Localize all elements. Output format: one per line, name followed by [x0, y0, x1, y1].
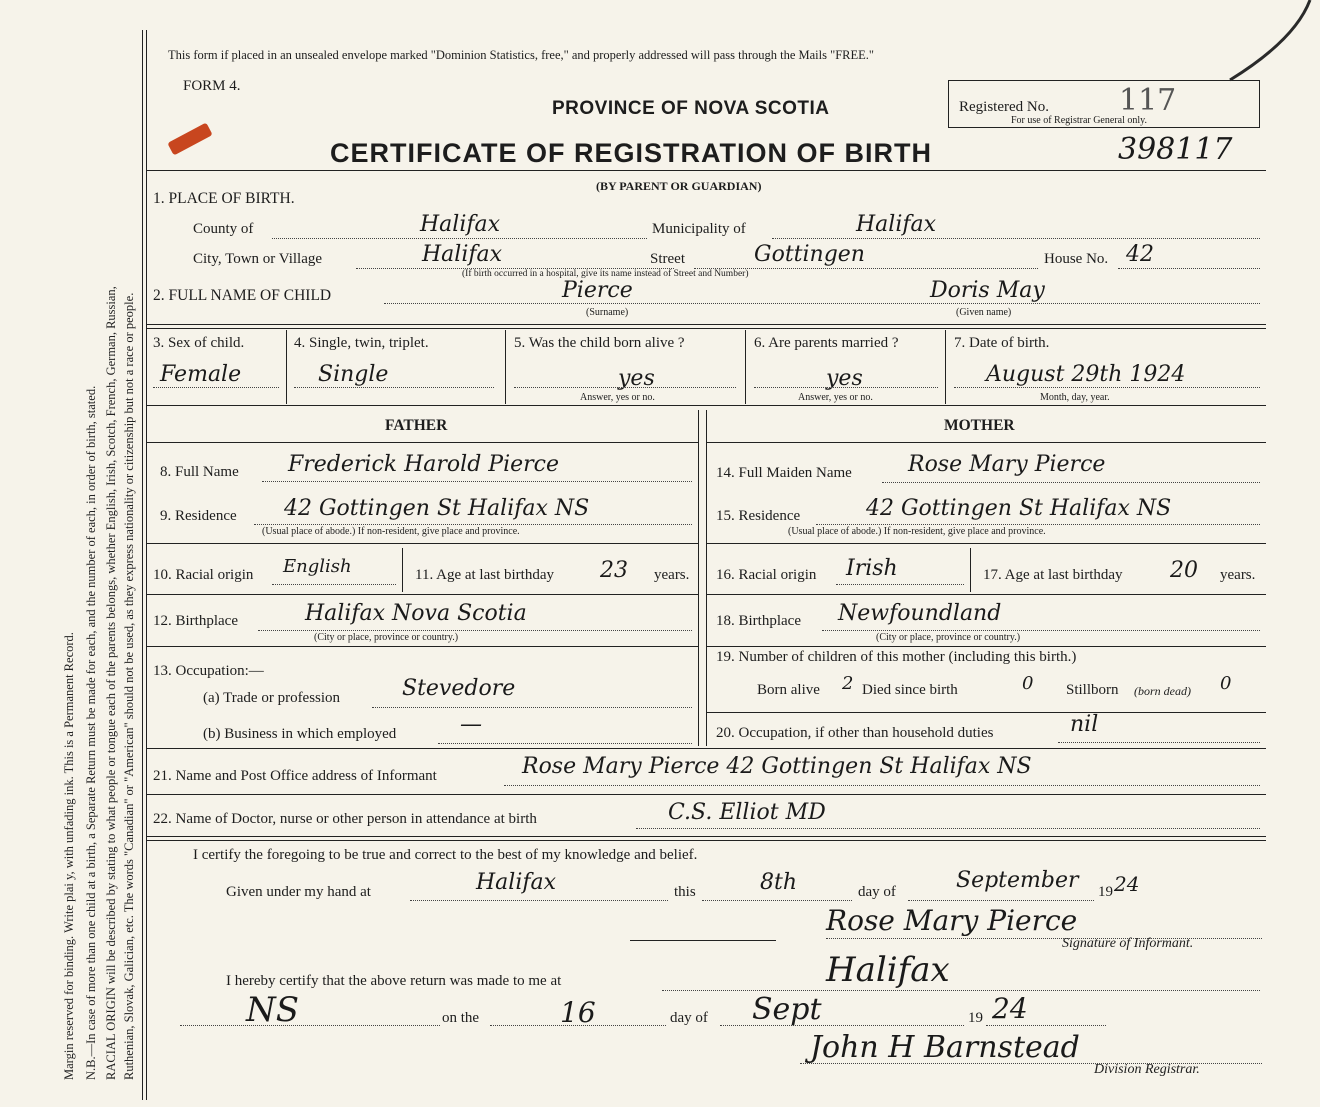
mother-rule-4	[706, 712, 1266, 713]
born-alive-label: 5. Was the child born alive ?	[514, 335, 685, 351]
city-value: Halifax	[422, 242, 503, 267]
father-racial-divider	[402, 548, 403, 592]
business-value: —	[460, 712, 482, 737]
stillborn-note: (born dead)	[1134, 684, 1191, 698]
this-day-value: 8th	[760, 870, 798, 895]
mother-rule-1	[706, 543, 1266, 544]
stillborn-label: Stillborn	[1066, 682, 1119, 698]
registrar-caption: Division Registrar.	[1094, 1062, 1200, 1077]
house-label: House No.	[1044, 251, 1109, 267]
mother-name-value: Rose Mary Pierce	[908, 452, 1106, 477]
father-racial-line	[272, 584, 396, 585]
informant-line	[504, 785, 1260, 786]
ns-line	[180, 1025, 440, 1026]
hereby-line	[662, 990, 1260, 991]
father-heading-rule	[146, 442, 699, 443]
father-name-label: 8. Full Name	[160, 464, 239, 480]
hereby-label: I hereby certify that the above return was made to me at	[226, 973, 562, 989]
column-divider-2	[706, 410, 707, 746]
this-line	[702, 900, 852, 901]
mother-years: years.	[1220, 567, 1256, 583]
divider-4-5	[505, 330, 506, 404]
father-birthplace-value: Halifax Nova Scotia	[305, 601, 527, 626]
registrar-note: For use of Registrar General only.	[1011, 115, 1147, 126]
mother-residence-line	[816, 524, 1260, 525]
doctor-value: C.S. Elliot MD	[668, 800, 826, 825]
married-label: 6. Are parents married ?	[754, 335, 899, 351]
given-place-line	[410, 900, 668, 901]
father-racial-label: 10. Racial origin	[153, 567, 254, 583]
father-age-label: 11. Age at last birthday	[415, 567, 554, 583]
on-the-label: on the	[442, 1010, 480, 1026]
mother-occupation-line	[1058, 742, 1260, 743]
street-value: Gottingen	[754, 242, 865, 267]
sex-value: Female	[160, 362, 242, 387]
business-line	[438, 743, 692, 744]
divider-6-7	[945, 330, 946, 404]
registered-value: 117	[1119, 83, 1177, 118]
given-place-value: Halifax	[476, 870, 557, 895]
mother-birthplace-value: Newfoundland	[838, 601, 1002, 626]
margin-line-1: Margin reserved for binding. Write plai y, with unfading ink. This is a Permanent Record.	[62, 632, 76, 1080]
mother-racial-value: Irish	[846, 556, 898, 581]
house-value: 42	[1126, 242, 1154, 267]
margin-line-3: RACIAL ORIGIN will be described by stating to what people or tongue each of the parents belongs, whether English, Irish, Scotch, French, German, Russian,	[104, 286, 118, 1080]
father-residence-value: 42 Gottingen St Halifax NS	[284, 496, 590, 521]
father-birthplace-label: 12. Birthplace	[153, 613, 238, 629]
mother-racial-divider	[970, 548, 971, 592]
doctor-label: 22. Name of Doctor, nurse or other person in attendance at birth	[153, 811, 537, 827]
doctor-line	[636, 828, 1260, 829]
hereby-place-value: Halifax	[826, 950, 950, 990]
divider-5-6	[745, 330, 746, 404]
month-value: September	[956, 868, 1079, 893]
child-name-line	[384, 303, 1260, 304]
died-since-label: Died since birth	[862, 682, 958, 698]
municipality-label: Municipality of	[652, 221, 746, 237]
date-note: Month, day, year.	[1040, 392, 1110, 403]
born-alive-count-value: 2	[842, 673, 854, 694]
single-twin-label: 4. Single, twin, triplet.	[294, 335, 429, 351]
father-years: years.	[654, 567, 690, 583]
married-value: yes	[826, 366, 863, 391]
mother-birthplace-label: 18. Birthplace	[716, 613, 801, 629]
month-line	[908, 900, 1094, 901]
street-label: Street	[650, 251, 685, 267]
married-note: Answer, yes or no.	[798, 392, 873, 403]
on-the-value: 16	[560, 996, 596, 1029]
county-line	[272, 238, 647, 239]
single-twin-value: Single	[318, 362, 389, 387]
county-label: County of	[193, 221, 254, 237]
mother-birthplace-line	[822, 630, 1260, 631]
father-heading: FATHER	[385, 417, 448, 434]
year-prefix: 19	[1098, 884, 1113, 900]
child-given-value: Doris May	[930, 278, 1045, 303]
rule-5	[146, 794, 1266, 795]
hospital-note: (If birth occurred in a hospital, give its name instead of Street and Number)	[462, 269, 749, 279]
mother-age-label: 17. Age at last birthday	[983, 567, 1123, 583]
married-line	[754, 387, 938, 388]
trade-label: (a) Trade or profession	[203, 690, 341, 706]
father-rule-2	[146, 594, 699, 595]
child-surname-value: Pierce	[562, 278, 633, 303]
day-of-label: day of	[858, 884, 896, 900]
place-of-birth-heading: 1. PLACE OF BIRTH.	[153, 190, 295, 207]
mother-occupation-value: nil	[1070, 712, 1099, 737]
municipality-value: Halifax	[856, 212, 937, 237]
mother-rule-3	[706, 646, 1266, 647]
rule-3	[146, 405, 1266, 406]
year-2-value: 24	[992, 992, 1028, 1025]
died-since-value: 0	[1022, 673, 1034, 694]
year-2-line	[986, 1025, 1106, 1026]
given-note: (Given name)	[956, 307, 1012, 318]
mother-name-label: 14. Full Maiden Name	[716, 465, 852, 481]
year-value: 24	[1114, 872, 1140, 896]
margin-line-2: N.B.—In case of more than one child at a birth, a Separate Return must be made for each, and the number of each, in order of birth, stated.	[84, 385, 98, 1080]
ink-stroke	[1200, 0, 1320, 90]
house-line	[1118, 268, 1260, 269]
surname-note: (Surname)	[586, 307, 629, 318]
born-alive-value: yes	[618, 366, 655, 391]
mailing-notice: This form if placed in an unsealed envelope marked "Dominion Statistics, free," and properly addressed will pass through the Mails "FREE."	[168, 48, 875, 62]
children-label: 19. Number of children of this mother (including this birth.)	[716, 649, 1077, 665]
father-residence-label: 9. Residence	[160, 508, 237, 524]
child-name-heading: 2. FULL NAME OF CHILD	[153, 287, 332, 304]
signature-short-line	[630, 940, 776, 941]
county-value: Halifax	[420, 212, 501, 237]
rule-2	[146, 324, 1266, 329]
father-birthplace-line	[258, 630, 692, 631]
this-label: this	[674, 884, 696, 900]
alive-line	[514, 387, 736, 388]
stillborn-value: 0	[1220, 673, 1232, 694]
margin-rule-2	[146, 30, 147, 1100]
date-line	[954, 387, 1260, 388]
mother-rule-2	[706, 594, 1266, 595]
mother-residence-value: 42 Gottingen St Halifax NS	[866, 496, 1172, 521]
informant-signature: Rose Mary Pierce	[826, 904, 1078, 937]
red-ink-mark	[167, 122, 212, 155]
province-heading: PROVINCE OF NOVA SCOTIA	[552, 98, 830, 119]
father-birthplace-note: (City or place, province or country.)	[314, 632, 459, 643]
city-label: City, Town or Village	[193, 251, 323, 267]
header-rule	[146, 170, 1266, 171]
sex-line	[153, 387, 279, 388]
sex-label: 3. Sex of child.	[153, 335, 245, 351]
margin-rule	[142, 30, 143, 1100]
mother-residence-label: 15. Residence	[716, 508, 801, 524]
mother-name-line	[882, 482, 1260, 483]
mother-heading: MOTHER	[944, 417, 1015, 434]
rule-6	[146, 836, 1266, 841]
business-label: (b) Business in which employed	[203, 726, 397, 742]
mother-occupation-label: 20. Occupation, if other than household duties	[716, 725, 994, 741]
informant-label: 21. Name and Post Office address of Informant	[153, 768, 437, 784]
informant-signature-line	[826, 938, 1262, 939]
father-residence-line	[254, 524, 692, 525]
date-value: August 29th 1924	[986, 362, 1186, 387]
form-number: FORM 4.	[183, 78, 241, 94]
certify-statement: I certify the foregoing to be true and correct to the best of my knowledge and belief.	[193, 847, 698, 863]
year-2-prefix: 19	[968, 1010, 983, 1026]
mother-heading-rule	[706, 442, 1266, 443]
father-residence-note: (Usual place of abode.) If non-resident, give place and province.	[262, 526, 520, 537]
mother-age-value: 20	[1170, 558, 1198, 583]
alive-note: Answer, yes or no.	[580, 392, 655, 403]
mother-birthplace-note: (City or place, province or country.)	[876, 632, 1021, 643]
mother-residence-note: (Usual place of abode.) If non-resident, give place and province.	[788, 526, 1046, 537]
margin-line-4: Ruthenian, Slovak, Galician, etc. The words "Canadian" or "American" should not be used, as they express nationality or citizenship but not a race or people.	[122, 292, 136, 1080]
father-occupation-label: 13. Occupation:—	[153, 663, 264, 679]
page-title: CERTIFICATE OF REGISTRATION OF BIRTH	[330, 138, 932, 168]
rule-4	[146, 748, 1266, 749]
column-divider	[698, 410, 699, 746]
subtitle: (BY PARENT OR GUARDIAN)	[596, 179, 762, 193]
registrar-signature: John H Barnstead	[810, 1030, 1080, 1065]
date-label: 7. Date of birth.	[954, 335, 1050, 351]
father-age-value: 23	[600, 558, 628, 583]
mother-racial-label: 16. Racial origin	[716, 567, 817, 583]
informant-value: Rose Mary Pierce 42 Gottingen St Halifax NS	[522, 754, 1032, 779]
father-name-line	[262, 481, 692, 482]
mother-racial-line	[836, 584, 964, 585]
father-name-value: Frederick Harold Pierce	[288, 452, 559, 477]
trade-value: Stevedore	[402, 676, 516, 701]
certificate-number: 398117	[1118, 132, 1233, 167]
ns-value: NS	[246, 990, 300, 1030]
born-alive-count-label: Born alive	[757, 682, 820, 698]
father-racial-value: English	[283, 556, 352, 577]
municipality-line	[772, 238, 1260, 239]
day-of-2-label: day of	[670, 1010, 708, 1026]
father-rule-3	[146, 646, 699, 647]
trade-line	[372, 707, 692, 708]
margin-instructions	[0, 0, 140, 1107]
informant-signature-caption: Signature of Informant.	[1062, 936, 1194, 951]
registered-label: Registered No.	[959, 99, 1049, 115]
father-rule-1	[146, 543, 699, 544]
single-line	[294, 387, 494, 388]
month-2-value: Sept	[752, 992, 822, 1027]
given-under-label: Given under my hand at	[226, 884, 371, 900]
divider-3-4	[286, 330, 287, 404]
